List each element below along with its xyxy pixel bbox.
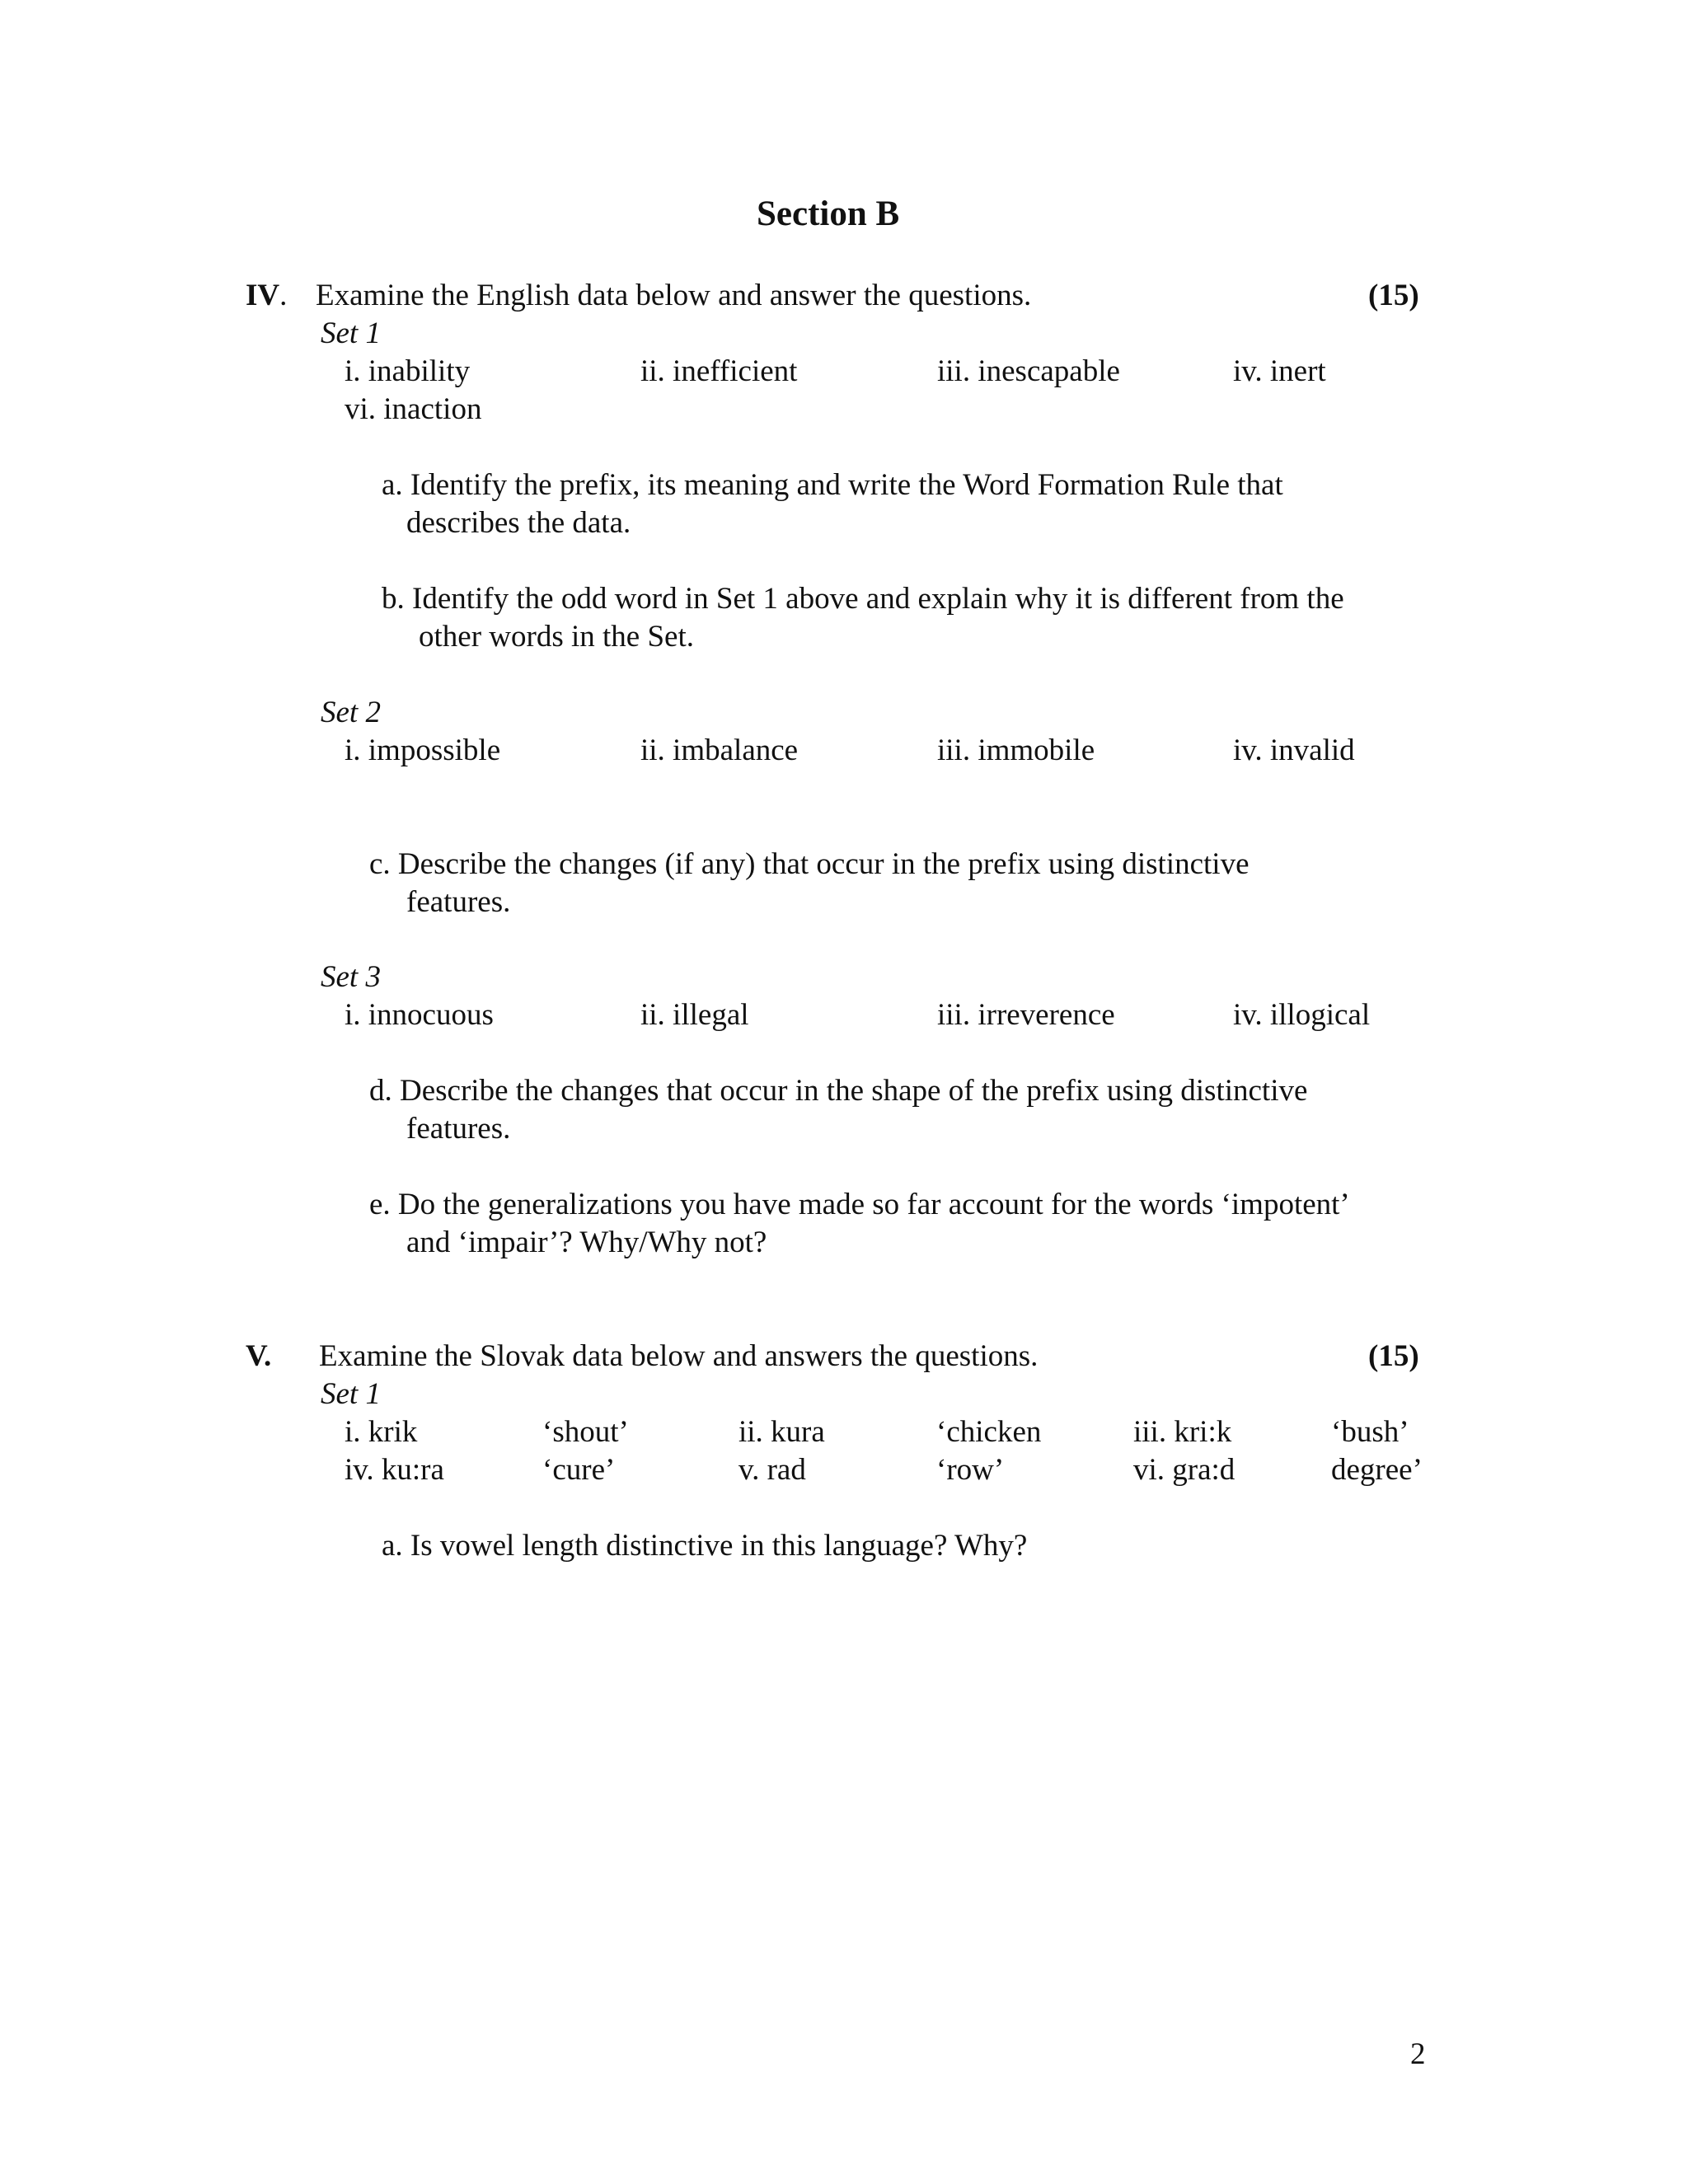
question-marks: (15) [1368,1339,1419,1373]
data-item: iv. invalid [1233,733,1355,767]
slovak-gloss: degree’ [1331,1453,1423,1487]
slovak-word: iv. ku:ra [345,1453,444,1487]
slovak-gloss: ‘chicken [936,1415,1042,1449]
data-item: iii. immobile [937,733,1095,767]
subquestion-d-cont: features. [406,1112,511,1146]
question-prompt: Examine the Slovak data below and answers the questions. [319,1339,1039,1373]
data-item: ii. imbalance [640,733,799,767]
subquestion-a: a. Identify the prefix, its meaning and write the Word Formation Rule that [382,468,1283,502]
data-item: ii. inefficient [640,354,798,388]
subquestion-c-cont: features. [406,885,511,919]
data-item: i. inability [345,354,471,388]
set-label: Set 1 [321,316,381,350]
subquestion-d: d. Describe the changes that occur in the shape of the prefix using distinctive [369,1074,1308,1108]
subquestion-c: c. Describe the changes (if any) that occur in the prefix using distinctive [369,847,1250,881]
slovak-word: vi. gra:d [1133,1453,1236,1487]
set-label: Set 2 [321,696,381,729]
data-item: vi. inaction [345,392,482,426]
data-item: i. innocuous [345,998,494,1032]
subquestion-b: b. Identify the odd word in Set 1 above and explain why it is different from the [382,582,1344,616]
slovak-word: iii. kri:k [1133,1415,1232,1449]
data-item: iv. inert [1233,354,1326,388]
subquestion-e-cont: and ‘impair’? Why/Why not? [406,1226,767,1259]
slovak-word: i. krik [345,1415,418,1449]
slovak-gloss: ‘cure’ [542,1453,616,1487]
question-marks: (15) [1368,279,1419,312]
question-number: V. [246,1339,272,1373]
data-item: i. impossible [345,733,501,767]
data-item: ii. illegal [640,998,749,1032]
slovak-gloss: ‘row’ [936,1453,1005,1487]
set-label: Set 1 [321,1377,381,1411]
subquestion-b-cont: other words in the Set. [419,620,694,654]
section-title: Section B [757,194,900,233]
subquestion-e: e. Do the generalizations you have made so far account for the words ‘impotent’ [369,1188,1350,1221]
slovak-gloss: ‘shout’ [542,1415,629,1449]
subquestion-a: a. Is vowel length distinctive in this language? Why? [382,1529,1028,1563]
question-number: IV. [246,279,288,312]
slovak-word: ii. kura [738,1415,825,1449]
data-item: iv. illogical [1233,998,1371,1032]
data-item: iii. irreverence [937,998,1115,1032]
data-item: iii. inescapable [937,354,1120,388]
subquestion-a-cont: describes the data. [406,506,631,540]
slovak-word: v. rad [738,1453,806,1487]
slovak-gloss: ‘bush’ [1331,1415,1409,1449]
set-label: Set 3 [321,960,381,994]
page-number: 2 [1410,2037,1426,2071]
question-prompt: Examine the English data below and answer the questions. [316,279,1032,312]
